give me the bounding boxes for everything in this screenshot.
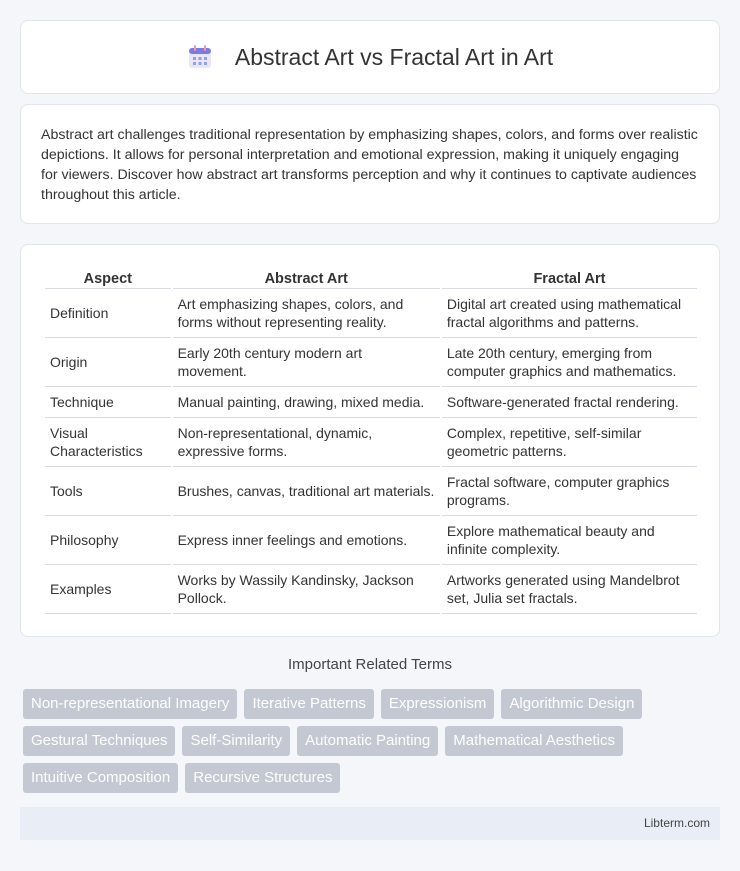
- cell-fractal: Digital art created using mathematical fractal algorithms and patterns.: [442, 289, 697, 338]
- related-term-tag[interactable]: Intuitive Composition: [23, 763, 178, 793]
- related-term-tag[interactable]: Iterative Patterns: [244, 689, 373, 719]
- header-fractal-art: Fractal Art: [442, 267, 697, 289]
- cell-aspect: Visual Characteristics: [45, 418, 171, 467]
- table-row: [45, 565, 697, 614]
- title-card: [20, 20, 720, 94]
- related-term-tag[interactable]: Recursive Structures: [185, 763, 340, 793]
- related-term-tag[interactable]: Self-Similarity: [182, 726, 290, 756]
- cell-fractal: Fractal software, computer graphics programs.: [442, 467, 697, 516]
- cell-abstract: Non-representational, dynamic, expressive forms.: [173, 418, 440, 467]
- table-row: [45, 418, 697, 467]
- related-term-tag[interactable]: Expressionism: [381, 689, 495, 719]
- table-row: [45, 516, 697, 565]
- cell-abstract: Early 20th century modern art movement.: [173, 338, 440, 387]
- cell-aspect: Definition: [45, 289, 171, 338]
- footer-site-link[interactable]: Libterm.com: [643, 816, 710, 830]
- calendar-icon: [187, 44, 213, 70]
- header-aspect: Aspect: [45, 267, 171, 289]
- page-title: Abstract Art vs Fractal Art in Art: [234, 43, 554, 70]
- cell-fractal: Artworks generated using Mandelbrot set, Julia set fractals.: [442, 565, 697, 614]
- table-row: [45, 467, 697, 516]
- table-row: [45, 338, 697, 387]
- cell-aspect: Origin: [45, 338, 171, 387]
- related-term-tag[interactable]: Mathematical Aesthetics: [445, 726, 623, 756]
- comparison-card: [20, 244, 720, 637]
- comparison-table: [43, 267, 699, 614]
- cell-aspect: Examples: [45, 565, 171, 614]
- cell-abstract: Express inner feelings and emotions.: [173, 516, 440, 565]
- cell-aspect: Tools: [45, 467, 171, 516]
- table-header-row: [45, 267, 697, 289]
- cell-fractal: Explore mathematical beauty and infinite complexity.: [442, 516, 697, 565]
- related-term-tag[interactable]: Non-representational Imagery: [23, 689, 237, 719]
- table-row: [45, 387, 697, 418]
- cell-abstract: Works by Wassily Kandinsky, Jackson Pollock.: [173, 565, 440, 614]
- cell-fractal: Complex, repetitive, self-similar geometric patterns.: [442, 418, 697, 467]
- cell-abstract: Manual painting, drawing, mixed media.: [173, 387, 440, 418]
- related-terms-title: Important Related Terms: [288, 656, 452, 673]
- header-abstract-art: Abstract Art: [173, 267, 440, 289]
- cell-fractal: Late 20th century, emerging from computer graphics and mathematics.: [442, 338, 697, 387]
- footer: [20, 807, 720, 840]
- related-term-tag[interactable]: Gestural Techniques: [23, 726, 175, 756]
- cell-aspect: Philosophy: [45, 516, 171, 565]
- intro-card: [20, 104, 720, 224]
- related-terms-list: [23, 689, 723, 800]
- cell-abstract: Brushes, canvas, traditional art materials.: [173, 467, 440, 516]
- related-term-tag[interactable]: Automatic Painting: [297, 726, 438, 756]
- cell-fractal: Software-generated fractal rendering.: [442, 387, 697, 418]
- cell-aspect: Technique: [45, 387, 171, 418]
- intro-text: Abstract art challenges traditional representation by emphasizing shapes, colors, and forms over realistic depictions. It allows for personal interpretation and emotional expression, making it uniquely engaging for viewers. Discover how abstract art transforms perception and why it continues to captivate audiences throughout this article.: [41, 127, 698, 203]
- cell-abstract: Art emphasizing shapes, colors, and forms without representing reality.: [173, 289, 440, 338]
- table-row: [45, 289, 697, 338]
- related-term-tag[interactable]: Algorithmic Design: [501, 689, 642, 719]
